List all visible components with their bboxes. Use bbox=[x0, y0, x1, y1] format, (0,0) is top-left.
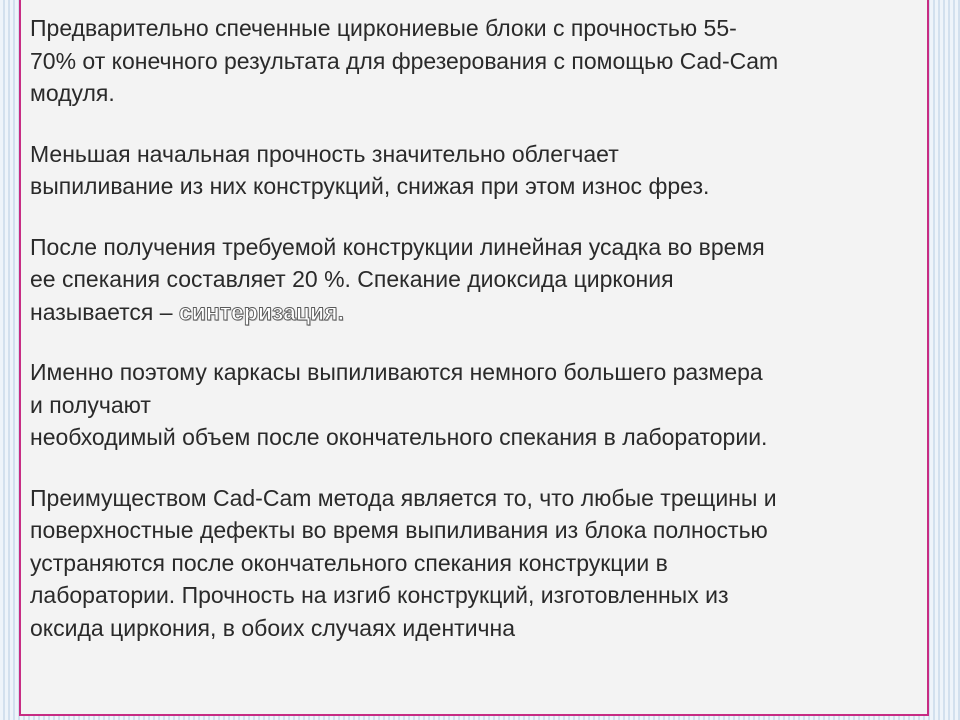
text-line: поверхностные дефекты во время выпиливания из блока полностью bbox=[30, 517, 768, 543]
text-line: Именно поэтому каркасы выпиливаются немного большего размера bbox=[30, 359, 763, 385]
paragraph-shrinkage bbox=[30, 231, 920, 329]
text-line: Преимуществом Cad-Cam метода является то, что любые трещины и bbox=[30, 484, 777, 511]
paragraph-oversize-milling bbox=[30, 356, 920, 454]
paragraph-zirconia-blocks bbox=[30, 12, 920, 110]
text-line: лаборатории. Прочность на изгиб конструкций, изготовленных из bbox=[30, 582, 729, 608]
text-line: устраняются после окончательного спекания конструкции в bbox=[30, 549, 668, 576]
paragraph-cad-cam-advantage bbox=[30, 482, 920, 645]
term-prefix: называется – bbox=[30, 298, 179, 325]
text-line: оксида циркония, в обоих случаях идентична bbox=[30, 614, 516, 641]
text-line: 70% от конечного результата для фрезерования с помощью Cad-Cam bbox=[30, 47, 779, 74]
text-line: Предварительно спеченные циркониевые блоки с прочностью 55- bbox=[30, 15, 737, 41]
slide bbox=[19, 0, 929, 716]
highlighted-term: синтеризация. bbox=[178, 298, 344, 325]
paragraph-initial-strength bbox=[30, 138, 920, 203]
text-line: Меньшая начальная прочность значительно облегчает bbox=[30, 140, 619, 167]
text-line-with-term bbox=[30, 296, 920, 329]
text-line: и получают bbox=[30, 391, 151, 418]
text-line: После получения требуемой конструкции линейная усадка во время bbox=[30, 233, 765, 260]
text-line: ее спекания составляет 20 %. Спекание диоксида циркония bbox=[30, 266, 674, 292]
text-line: модуля. bbox=[30, 80, 115, 106]
text-line: необходимый объем после окончательного спекания в лаборатории. bbox=[30, 424, 768, 450]
text-line: выпиливание из них конструкций, снижая при этом износ фрез. bbox=[30, 173, 710, 199]
slide-body-text bbox=[30, 12, 920, 672]
